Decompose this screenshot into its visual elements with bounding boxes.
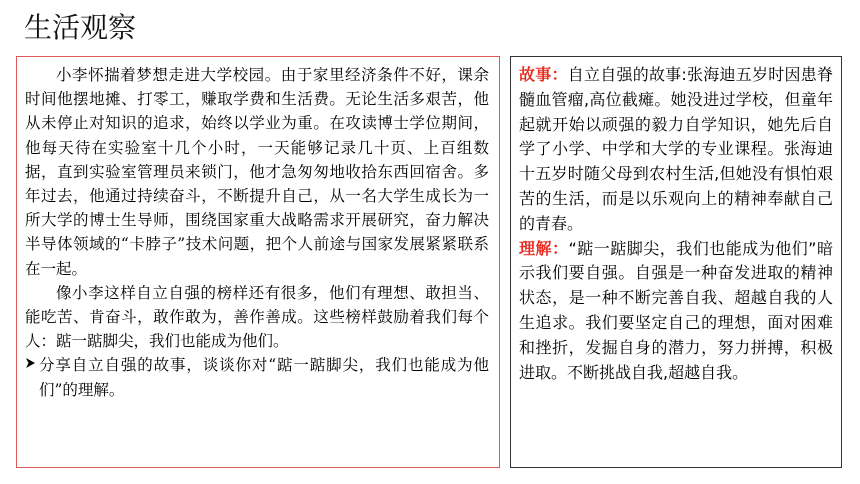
understanding-text: “踮一踮脚尖，我们也能成为他们”暗示我们要自强。自强是一种奋发进取的精神状态，是一种不断完善自我、超越自我的人生追求。我们要坚定自己的理想，面对困难和挫折，发掘自身的潜力，努力拼搏，积极进取。不断挑战自我,超越自我。 [519,238,833,382]
task-text: 分享自立自强的故事，谈谈你对“踮一踮脚尖，我们也能成为他们”的理解。 [39,356,489,399]
story-block [519,63,833,237]
story-label: 故事： [519,65,568,84]
understanding-block [519,237,833,386]
page-title: 生活观察 [24,11,137,44]
understanding-label: 理解： [519,238,569,258]
case-paragraph-2: 像小李这样自立自强的榜样还有很多，他们有理想、敢担当、能吃苦、肯奋斗，敢作敢为，善作善成。这些榜样鼓励着我们每个人：踮一踮脚尖，我们也能成为他们。 [25,283,489,351]
task-item [25,353,489,401]
answer-panel [510,56,842,468]
case-text-panel [16,56,500,468]
story-text: 自立自强的故事:张海迪五岁时因患脊髓血管瘤,高位截瘫。她没进过学校，但童年起就开始以顽强的毅力自学知识，她先后自学了小学、中学和大学的专业课程。张海迪十五岁时随父母到农村生活,但她没有惧怕艰苦的生活，而是以乐观向上的精神奉献自己的青春。 [519,65,833,233]
arrow-right-icon [25,353,39,377]
case-paragraph-1: 小李怀揣着梦想走进大学校园。由于家里经济条件不好，课余时间他摆地摊、打零工，赚取学费和生活费。无论生活多艰苦，他从未停止对知识的追求，始终以学业为重。在攻读博士学位期间，他每天待在实验室十几个小时，一天能够记录几十页、上百组数据，直到实验室管理员来锁门，他才急匆匆地收拾东西回宿舍。多年过去，他通过持续奋斗，不断提升自己，从一名大学生成长为一所大学的博士生导师，围绕国家重大战略需求开展研究，奋力解决半导体领域的“卡脖子”技术问题，把个人前途与国家发展紧紧联系在一起。 [25,66,489,278]
